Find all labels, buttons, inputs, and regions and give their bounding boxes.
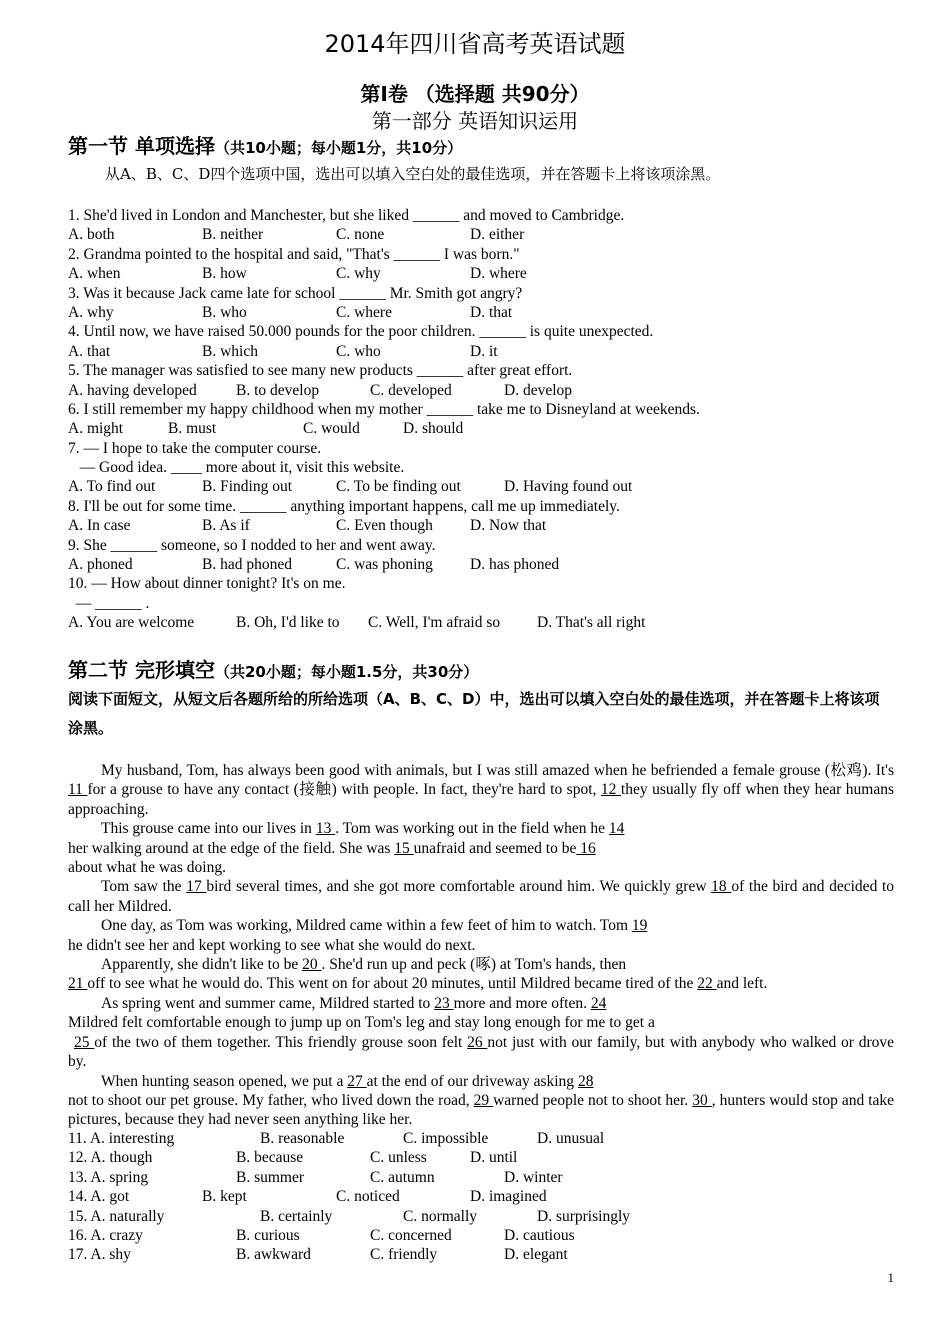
- answer-option[interactable]: D. it: [470, 342, 498, 360]
- question-stem: 5. The manager was satisfied to see many new products ______ after great effort.: [68, 362, 573, 380]
- blank-30: 30: [692, 1091, 712, 1109]
- passage-paragraph: [68, 916, 894, 935]
- section1-instruction: 从A、B、C、D四个选项中国，选出可以填入空白处的最佳选项，并在答题卡上将该项涂黑。: [105, 165, 721, 183]
- blank-26: 26: [467, 1033, 488, 1051]
- passage-text: , hunters would stop and take pictures, because they had never seen anything like her.: [68, 1091, 895, 1129]
- cloze-answer-option[interactable]: B. curious: [236, 1226, 300, 1244]
- blank-29: 29: [473, 1091, 494, 1109]
- cloze-answer-option[interactable]: D. unusual: [537, 1130, 605, 1147]
- question-stem-continued: — Good idea. ____ more about it, visit this website.: [68, 459, 405, 477]
- cloze-answer-option[interactable]: 16. A. crazy: [68, 1226, 143, 1244]
- answer-option[interactable]: A. In case: [68, 517, 131, 535]
- answer-option[interactable]: C. Even though: [336, 517, 433, 535]
- volume-heading: 第Ⅰ卷 （选择题 共90分）: [360, 82, 590, 106]
- cloze-answer-option[interactable]: 13. A. spring: [68, 1168, 149, 1186]
- cloze-answer-option[interactable]: D. elegant: [504, 1246, 568, 1264]
- blank-12: 12: [600, 781, 621, 799]
- answer-option[interactable]: D. should: [403, 420, 464, 438]
- passage-text: of the two of them together. This friendly grouse soon felt: [94, 1033, 468, 1051]
- passage-text: they usually fly off when they hear humans approaching.: [68, 781, 895, 818]
- answer-option[interactable]: B. who: [202, 303, 247, 321]
- answer-option[interactable]: A. having developed: [68, 381, 197, 399]
- passage-text: warned people not to shoot her.: [493, 1091, 693, 1109]
- section2-note: （共20小题；每小题1.5分，共30分）: [214, 663, 479, 681]
- passage-paragraph: [68, 1033, 894, 1072]
- cloze-answer-option[interactable]: 12. A. though: [68, 1149, 153, 1167]
- blank-23: 23: [434, 994, 454, 1012]
- question-stem: 9. She ______ someone, so I nodded to her and went away.: [68, 536, 436, 554]
- answer-option[interactable]: A. both: [68, 226, 115, 244]
- passage-text: he didn't see her and kept working to see what she would do next.: [68, 936, 476, 954]
- cloze-answer-option[interactable]: B. summer: [236, 1168, 305, 1186]
- cloze-option-row: [68, 1168, 894, 1187]
- passage-paragraph: [68, 819, 894, 838]
- answer-option[interactable]: C. where: [336, 303, 392, 321]
- passage-paragraph: [68, 955, 894, 974]
- question-stem: 3. Was it because Jack came late for school ______ Mr. Smith got angry?: [68, 284, 523, 302]
- passage-text: My husband, Tom, has always been good with animals, but I was still amazed when he befriended a female grouse (松鸡). It's: [101, 762, 894, 779]
- cloze-answer-option[interactable]: C. unless: [370, 1149, 427, 1167]
- answer-option[interactable]: C. Well, I'm afraid so: [368, 614, 501, 632]
- blank-20: 20: [302, 956, 322, 974]
- passage-paragraph: [68, 858, 894, 877]
- question-options: [68, 342, 894, 361]
- answer-option[interactable]: B. had phoned: [202, 556, 292, 574]
- blank-15: 15: [394, 839, 414, 857]
- cloze-answer-option[interactable]: C. concerned: [370, 1226, 452, 1244]
- passage-text: As spring went and summer came, Mildred started to: [101, 994, 435, 1012]
- passage-paragraph: [68, 1072, 894, 1091]
- cloze-answer-option[interactable]: D. until: [470, 1149, 518, 1167]
- cloze-answer-option[interactable]: 14. A. got: [68, 1188, 130, 1206]
- answer-option[interactable]: D. either: [470, 226, 525, 244]
- cloze-option-row: [68, 1187, 894, 1206]
- passage-text: for a grouse to have any contact (接触) with people. In fact, they're hard to spot,: [87, 781, 601, 799]
- answer-option[interactable]: C. none: [336, 226, 385, 244]
- passage-paragraph: [68, 839, 894, 858]
- cloze-option-row: [68, 1148, 894, 1167]
- answer-option[interactable]: A. You are welcome: [68, 614, 195, 632]
- answer-option[interactable]: D. develop: [504, 381, 573, 399]
- passage-text: her walking around at the edge of the field. She was: [68, 839, 395, 857]
- passage-text: Mildred felt comfortable enough to jump up on Tom's leg and stay long enough for me to get a: [68, 1014, 655, 1032]
- question-options: [68, 264, 894, 283]
- answer-option[interactable]: A. phoned: [68, 556, 133, 574]
- cloze-answer-option[interactable]: B. awkward: [236, 1246, 311, 1264]
- blank-16: 16: [576, 839, 596, 857]
- passage-text: . Tom was working out in the field when he: [335, 820, 609, 838]
- question-stem: 6. I still remember my happy childhood when my mother ______ take me to Disneyland at weekends.: [68, 400, 700, 418]
- section1-title: 第一节 单项选择: [68, 134, 215, 158]
- cloze-answer-option[interactable]: C. noticed: [336, 1188, 400, 1206]
- blank-24: 24: [590, 994, 607, 1012]
- document-title: 2014年四川省高考英语试题: [324, 30, 626, 58]
- cloze-option-row: [68, 1226, 894, 1245]
- cloze-answer-option[interactable]: D. surprisingly: [537, 1207, 630, 1225]
- answer-option[interactable]: D. where: [470, 265, 527, 283]
- cloze-answer-option[interactable]: B. because: [236, 1149, 304, 1167]
- passage-paragraph: [68, 974, 894, 993]
- answer-option[interactable]: A. when: [68, 265, 121, 283]
- blank-17: 17: [186, 878, 207, 896]
- answer-option[interactable]: A. To find out: [68, 478, 156, 496]
- blank-22: 22: [697, 975, 717, 993]
- passage-text: more and more often.: [453, 994, 591, 1012]
- answer-option[interactable]: D. has phoned: [470, 556, 560, 574]
- answer-option[interactable]: B. neither: [202, 226, 264, 244]
- cloze-answer-option[interactable]: C. friendly: [370, 1246, 438, 1264]
- passage-text: of the bird and decided to call her Mildred.: [68, 878, 895, 915]
- question-options: [68, 555, 894, 574]
- passage-paragraph: [68, 994, 894, 1013]
- answer-option[interactable]: B. As if: [202, 517, 250, 535]
- cloze-answer-option[interactable]: 17. A. shy: [68, 1246, 131, 1264]
- question-options: [68, 419, 894, 438]
- cloze-answer-option[interactable]: B. reasonable: [260, 1130, 345, 1147]
- cloze-passage: [68, 761, 894, 1130]
- question-options: [68, 613, 894, 632]
- blank-14: 14: [608, 820, 625, 838]
- cloze-answer-option[interactable]: B. kept: [202, 1188, 247, 1206]
- answer-option[interactable]: C. who: [336, 342, 381, 360]
- question-options: [68, 381, 894, 400]
- question-options: [68, 225, 894, 244]
- answer-option[interactable]: B. Oh, I'd like to: [236, 614, 340, 632]
- cloze-answer-option[interactable]: C. impossible: [403, 1130, 489, 1147]
- passage-text: not just with our family, but with anybody who walked or drove by.: [68, 1033, 895, 1071]
- part-heading: 第一部分 英语知识运用: [371, 109, 579, 133]
- section1-note: （共10小题；每小题1分，共10分）: [214, 139, 463, 157]
- answer-option[interactable]: A. might: [68, 420, 124, 438]
- cloze-answer-option[interactable]: 15. A. naturally: [68, 1207, 165, 1225]
- question-stem-continued: — ______ .: [68, 594, 150, 612]
- blank-28: 28: [577, 1072, 594, 1090]
- passage-text: not to shoot our pet grouse. My father, who lived down the road,: [68, 1091, 474, 1109]
- answer-option[interactable]: B. how: [202, 265, 247, 283]
- question-stem: 7. — I hope to take the computer course.: [68, 439, 322, 457]
- blank-25: 25: [74, 1033, 95, 1051]
- section2-instruction: 阅读下面短文，从短文后各题所给的所给选项（A、B、C、D）中，选出可以填入空白处的最佳选项，并在答题卡上将该项涂黑。: [68, 690, 880, 737]
- answer-option[interactable]: C. why: [336, 265, 381, 283]
- question-options: [68, 303, 894, 322]
- passage-paragraph: [68, 1091, 894, 1130]
- blank-21: 21: [68, 975, 88, 993]
- passage-text: off to see what he would do. This went on for about 20 minutes, until Mildred became tired of the: [87, 975, 698, 993]
- cloze-answer-option[interactable]: 11. A. interesting: [68, 1130, 175, 1147]
- passage-paragraph: [68, 761, 894, 819]
- question-stem: 8. I'll be out for some time. ______ anything important happens, call me up immediately.: [68, 497, 620, 515]
- answer-option[interactable]: C. would: [303, 420, 360, 438]
- cloze-answer-option[interactable]: D. winter: [504, 1168, 563, 1186]
- answer-option[interactable]: C. developed: [370, 381, 452, 399]
- answer-option[interactable]: A. why: [68, 303, 114, 321]
- passage-paragraph: [68, 1013, 894, 1032]
- passage-text: Apparently, she didn't like to be: [101, 956, 303, 974]
- cloze-answer-option[interactable]: C. autumn: [370, 1168, 435, 1186]
- section2-heading: [68, 654, 478, 683]
- answer-option[interactable]: B. must: [168, 420, 217, 438]
- answer-option[interactable]: B. Finding out: [202, 478, 293, 496]
- passage-text: about what he was doing.: [68, 859, 226, 877]
- section1-heading: [68, 130, 462, 159]
- passage-text: at the end of our driveway asking: [366, 1072, 578, 1090]
- question-options: [68, 477, 894, 496]
- blank-27: 27: [347, 1072, 367, 1090]
- passage-paragraph: [68, 877, 894, 916]
- cloze-option-row: [68, 1245, 894, 1264]
- question-options: [68, 516, 894, 535]
- passage-text: . She'd run up and peck (啄) at Tom's hands, then: [321, 956, 627, 974]
- answer-option[interactable]: D. Having found out: [504, 478, 633, 496]
- answer-option[interactable]: B. to develop: [236, 381, 320, 399]
- passage-text: One day, as Tom was working, Mildred came within a few feet of him to watch. Tom: [101, 917, 632, 935]
- cloze-option-row: [68, 1207, 894, 1226]
- blank-13: 13: [315, 820, 336, 838]
- answer-option[interactable]: D. That's all right: [537, 614, 646, 632]
- section2-title: 第二节 完形填空: [68, 658, 215, 682]
- page-number: 1: [887, 1270, 894, 1285]
- answer-option[interactable]: C. To be finding out: [336, 478, 461, 496]
- question-stem: 2. Grandma pointed to the hospital and said, "That's ______ I was born.": [68, 245, 520, 263]
- blank-11: 11: [68, 781, 88, 799]
- answer-option[interactable]: B. which: [202, 342, 258, 360]
- passage-text: When hunting season opened, we put a: [101, 1072, 348, 1090]
- answer-option[interactable]: D. that: [470, 303, 513, 321]
- cloze-answer-option[interactable]: D. imagined: [470, 1188, 547, 1206]
- passage-text: Tom saw the: [101, 878, 187, 896]
- answer-option[interactable]: D. Now that: [470, 517, 547, 535]
- question-stem: 10. — How about dinner tonight? It's on me.: [68, 575, 346, 593]
- cloze-option-row: [68, 1129, 894, 1148]
- blank-19: 19: [631, 917, 648, 935]
- cloze-answer-option[interactable]: D. cautious: [504, 1226, 575, 1244]
- question-stem: 1. She'd lived in London and Manchester, but she liked ______ and moved to Cambridge.: [68, 207, 625, 224]
- cloze-options: [68, 1129, 894, 1265]
- cloze-answer-option[interactable]: C. normally: [403, 1207, 478, 1225]
- passage-text: and left.: [716, 975, 768, 993]
- passage-text: This grouse came into our lives in: [101, 820, 316, 838]
- question-stem: 4. Until now, we have raised 50.000 pounds for the poor children. ______ is quite unexpected.: [68, 323, 654, 341]
- multiple-choice-questions: [68, 206, 894, 633]
- cloze-answer-option[interactable]: B. certainly: [260, 1207, 333, 1225]
- passage-text: unafraid and seemed to be: [413, 839, 577, 857]
- passage-paragraph: [68, 936, 894, 955]
- blank-18: 18: [711, 878, 732, 896]
- answer-option[interactable]: C. was phoning: [336, 556, 433, 574]
- answer-option[interactable]: A. that: [68, 342, 111, 360]
- passage-text: bird several times, and she got more comfortable around him. We quickly grew: [206, 878, 712, 896]
